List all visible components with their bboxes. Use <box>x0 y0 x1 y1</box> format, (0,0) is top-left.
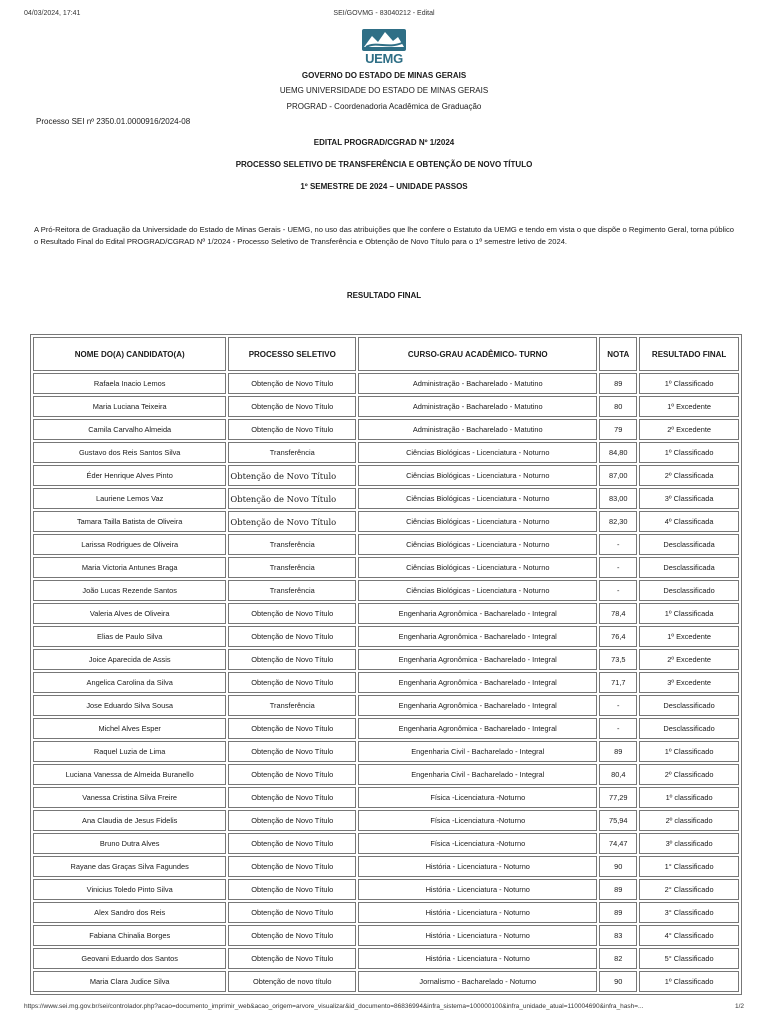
edital-subtitle: PROCESSO SELETIVO DE TRANSFERÊNCIA E OBTENÇÃO DE NOVO TÍTULO <box>235 160 533 169</box>
cell-candidate-name: Geovani Eduardo dos Santos <box>33 948 226 969</box>
cell-candidate-name: Joice Aparecida de Assis <box>33 649 226 670</box>
cell-selection-process: Obtenção de Novo Título <box>228 649 356 670</box>
cell-selection-process: Obtenção de Novo Título <box>228 833 356 854</box>
uemg-emblem-icon <box>358 27 410 53</box>
cell-course: Engenharia Agronômica - Bacharelado - Integral <box>358 626 597 647</box>
cell-grade: 89 <box>599 902 637 923</box>
cell-grade: 89 <box>599 741 637 762</box>
table-row <box>33 649 739 670</box>
print-header <box>0 10 768 22</box>
cell-candidate-name: Rafaela Inacio Lemos <box>33 373 226 394</box>
cell-course: Ciências Biológicas - Licenciatura - Noturno <box>358 534 597 555</box>
cell-selection-process: Obtenção de Novo Título <box>228 902 356 923</box>
cell-candidate-name: Valeria Alves de Oliveira <box>33 603 226 624</box>
cell-grade: 77,29 <box>599 787 637 808</box>
cell-course: Ciências Biológicas - Licenciatura - Noturno <box>358 488 597 509</box>
cell-final-result: 3º Excedente <box>639 672 739 693</box>
cell-selection-process: Transferência <box>228 695 356 716</box>
cell-selection-process: Transferência <box>228 442 356 463</box>
cell-candidate-name: Ana Claudia de Jesus Fidelis <box>33 810 226 831</box>
cell-course: Ciências Biológicas - Licenciatura - Noturno <box>358 580 597 601</box>
cell-selection-process: Transferência <box>228 557 356 578</box>
header-government: GOVERNO DO ESTADO DE MINAS GERAIS <box>301 71 467 80</box>
cell-final-result: 1º Classificada <box>639 603 739 624</box>
cell-course: Engenharia Civil - Bacharelado - Integral <box>358 741 597 762</box>
cell-selection-process: Obtenção de Novo Título <box>228 396 356 417</box>
cell-grade: 75,94 <box>599 810 637 831</box>
cell-final-result: 2º Classificada <box>639 465 739 486</box>
table-row <box>33 488 739 509</box>
cell-selection-process: Transferência <box>228 534 356 555</box>
edital-semester: 1º SEMESTRE DE 2024 – UNIDADE PASSOS <box>300 182 468 191</box>
cell-candidate-name: Éder Henrique Alves Pinto <box>33 465 226 486</box>
cell-candidate-name: Maria Luciana Teixeira <box>33 396 226 417</box>
cell-selection-process: Obtenção de Novo Título <box>228 672 356 693</box>
cell-final-result: Desclassificado <box>639 580 739 601</box>
cell-course: Engenharia Agronômica - Bacharelado - Integral <box>358 695 597 716</box>
cell-final-result: Desclassificado <box>639 695 739 716</box>
cell-course: Física -Licenciatura -Noturno <box>358 810 597 831</box>
cell-course: Ciências Biológicas - Licenciatura - Noturno <box>358 557 597 578</box>
cell-course: História - Licenciatura - Noturno <box>358 948 597 969</box>
cell-candidate-name: Alex Sandro dos Reis <box>33 902 226 923</box>
cell-selection-process: Obtenção de Novo Título <box>228 925 356 946</box>
cell-final-result: Desclassificada <box>639 557 739 578</box>
cell-final-result: 1º Classificado <box>639 971 739 992</box>
cell-course: Engenharia Agronômica - Bacharelado - Integral <box>358 672 597 693</box>
uemg-logo <box>358 27 410 65</box>
cell-final-result: 1º Classificado <box>639 373 739 394</box>
cell-candidate-name: Maria Victoria Antunes Braga <box>33 557 226 578</box>
cell-candidate-name: Lauriene Lemos Vaz <box>33 488 226 509</box>
cell-final-result: Desclassificada <box>639 534 739 555</box>
cell-grade: 90 <box>599 856 637 877</box>
print-url: https://www.sei.mg.gov.br/sei/controlador.php?acao=documento_imprimir_web&acao_origem=arvore_visualizar&id_documento=86836994&infra_sistema=100000100&infra_unidade_atual=110004690&infra_hash=... <box>24 1003 644 1010</box>
cell-selection-process: Obtenção de Novo Título <box>228 373 356 394</box>
cell-final-result: 2° Classificado <box>639 879 739 900</box>
cell-final-result: 1º Excedente <box>639 626 739 647</box>
cell-final-result: 3º classificado <box>639 833 739 854</box>
cell-grade: 84,80 <box>599 442 637 463</box>
cell-selection-process: Obtenção de Novo Título <box>228 603 356 624</box>
cell-course: Engenharia Agronômica - Bacharelado - Integral <box>358 603 597 624</box>
cell-selection-process: Obtenção de Novo Título <box>228 718 356 739</box>
table-row <box>33 971 739 992</box>
table-row <box>33 465 739 486</box>
results-table-body <box>33 373 739 992</box>
cell-grade: - <box>599 557 637 578</box>
cell-candidate-name: Larissa Rodrigues de Oliveira <box>33 534 226 555</box>
print-page-number: 1/2 <box>734 1003 744 1010</box>
cell-final-result: 1° Classificado <box>639 856 739 877</box>
table-row <box>33 672 739 693</box>
cell-course: Administração - Bacharelado - Matutino <box>358 373 597 394</box>
cell-candidate-name: Rayane das Graças Silva Fagundes <box>33 856 226 877</box>
cell-grade: 73,5 <box>599 649 637 670</box>
cell-grade: 79 <box>599 419 637 440</box>
cell-selection-process: Obtenção de Novo Título <box>228 810 356 831</box>
cell-course: Engenharia Civil - Bacharelado - Integral <box>358 764 597 785</box>
cell-selection-process: Obtenção de Novo Título <box>228 948 356 969</box>
cell-selection-process: Obtenção de Novo Título <box>228 511 356 532</box>
cell-grade: 82,30 <box>599 511 637 532</box>
cell-selection-process: Obtenção de novo título <box>228 971 356 992</box>
cell-final-result: 5° Classificado <box>639 948 739 969</box>
cell-course: Física -Licenciatura -Noturno <box>358 833 597 854</box>
cell-grade: - <box>599 534 637 555</box>
table-row <box>33 419 739 440</box>
cell-selection-process: Obtenção de Novo Título <box>228 764 356 785</box>
table-row <box>33 833 739 854</box>
cell-grade: 74,47 <box>599 833 637 854</box>
header-university: UEMG UNIVERSIDADE DO ESTADO DE MINAS GERAIS <box>279 86 489 95</box>
table-row <box>33 879 739 900</box>
cell-selection-process: Obtenção de Novo Título <box>228 879 356 900</box>
cell-final-result: Desclassificado <box>639 718 739 739</box>
table-row <box>33 626 739 647</box>
cell-selection-process: Obtenção de Novo Título <box>228 856 356 877</box>
cell-final-result: 3º Classificada <box>639 488 739 509</box>
cell-final-result: 1º Classificado <box>639 442 739 463</box>
cell-final-result: 2º Excedente <box>639 419 739 440</box>
cell-course: História - Licenciatura - Noturno <box>358 856 597 877</box>
results-table <box>30 334 742 995</box>
table-header-row <box>33 337 739 371</box>
print-doc-title: SEI/GOVMG - 83040212 - Edital <box>333 10 435 17</box>
header-course: CURSO-GRAU ACADÊMICO- TURNO <box>358 337 597 371</box>
cell-candidate-name: Bruno Dutra Alves <box>33 833 226 854</box>
cell-grade: 76,4 <box>599 626 637 647</box>
table-row <box>33 511 739 532</box>
cell-candidate-name: Gustavo dos Reis Santos Silva <box>33 442 226 463</box>
cell-selection-process: Obtenção de Novo Título <box>228 626 356 647</box>
table-row <box>33 442 739 463</box>
uemg-logo-text: UEMG <box>365 51 403 66</box>
cell-candidate-name: Camila Carvalho Almeida <box>33 419 226 440</box>
cell-candidate-name: João Lucas Rezende Santos <box>33 580 226 601</box>
table-row <box>33 557 739 578</box>
print-datetime: 04/03/2024, 17:41 <box>24 10 81 17</box>
cell-grade: - <box>599 580 637 601</box>
cell-grade: 90 <box>599 971 637 992</box>
cell-final-result: 3° Classificado <box>639 902 739 923</box>
table-row <box>33 396 739 417</box>
header-selection-process: PROCESSO SELETIVO <box>228 337 356 371</box>
intro-paragraph: A Pró-Reitora de Graduação da Universidade do Estado de Minas Gerais - UEMG, no uso das atribuições que lhe confere o Estatuto da UEMG e tendo em vista o que dispõe o Regimento Geral, torna público o Resultado Final do Edital PROGRAD/CGRAD Nº 1/2024 - Processo Seletivo de Transferência e Obtenção de Novo Título para o 1º semestre letivo de 2024. <box>34 225 734 246</box>
table-row <box>33 764 739 785</box>
cell-final-result: 1º Classificado <box>639 741 739 762</box>
cell-course: Engenharia Agronômica - Bacharelado - Integral <box>358 649 597 670</box>
cell-course: História - Licenciatura - Noturno <box>358 902 597 923</box>
cell-grade: 80 <box>599 396 637 417</box>
table-row <box>33 695 739 716</box>
cell-candidate-name: Elias de Paulo Silva <box>33 626 226 647</box>
header-candidate-name: NOME DO(A) CANDIDATO(A) <box>33 337 226 371</box>
cell-course: História - Licenciatura - Noturno <box>358 879 597 900</box>
table-row <box>33 534 739 555</box>
cell-final-result: 2º Classificado <box>639 764 739 785</box>
cell-grade: 83,00 <box>599 488 637 509</box>
cell-grade: - <box>599 695 637 716</box>
table-row <box>33 603 739 624</box>
cell-grade: 82 <box>599 948 637 969</box>
table-row <box>33 580 739 601</box>
table-row <box>33 787 739 808</box>
cell-candidate-name: Vanessa Cristina Silva Freire <box>33 787 226 808</box>
process-number: Processo SEI nº 2350.01.0000916/2024-08 <box>36 117 191 126</box>
cell-final-result: 1º classificado <box>639 787 739 808</box>
cell-course: Engenharia Agronômica - Bacharelado - Integral <box>358 718 597 739</box>
cell-course: Administração - Bacharelado - Matutino <box>358 419 597 440</box>
cell-candidate-name: Vinicius Toledo Pinto Silva <box>33 879 226 900</box>
cell-grade: 87,00 <box>599 465 637 486</box>
header-grade: NOTA <box>599 337 637 371</box>
header-final-result: RESULTADO FINAL <box>639 337 739 371</box>
cell-selection-process: Transferência <box>228 580 356 601</box>
cell-course: Ciências Biológicas - Licenciatura - Noturno <box>358 442 597 463</box>
cell-final-result: 1º Excedente <box>639 396 739 417</box>
edital-title: EDITAL PROGRAD/CGRAD Nº 1/2024 <box>313 138 455 147</box>
cell-grade: 80,4 <box>599 764 637 785</box>
cell-course: História - Licenciatura - Noturno <box>358 925 597 946</box>
cell-grade: 78,4 <box>599 603 637 624</box>
cell-selection-process: Obtenção de Novo Título <box>228 787 356 808</box>
cell-candidate-name: Luciana Vanessa de Almeida Buranello <box>33 764 226 785</box>
cell-grade: 89 <box>599 879 637 900</box>
cell-candidate-name: Michel Alves Esper <box>33 718 226 739</box>
print-footer <box>0 1003 768 1015</box>
table-row <box>33 948 739 969</box>
cell-candidate-name: Raquel Luzia de Lima <box>33 741 226 762</box>
cell-candidate-name: Jose Eduardo Silva Sousa <box>33 695 226 716</box>
cell-selection-process: Obtenção de Novo Título <box>228 741 356 762</box>
table-row <box>33 925 739 946</box>
cell-course: Ciências Biológicas - Licenciatura - Noturno <box>358 465 597 486</box>
cell-grade: 89 <box>599 373 637 394</box>
table-row <box>33 373 739 394</box>
cell-course: Ciências Biológicas - Licenciatura - Noturno <box>358 511 597 532</box>
cell-final-result: 4° Classificado <box>639 925 739 946</box>
header-department: PROGRAD - Coordenadoria Acadêmica de Graduação <box>286 102 482 111</box>
table-row <box>33 741 739 762</box>
cell-grade: 83 <box>599 925 637 946</box>
cell-candidate-name: Tamara Tailla Batista de Oliveira <box>33 511 226 532</box>
cell-candidate-name: Maria Clara Judice Silva <box>33 971 226 992</box>
cell-course: Administração - Bacharelado - Matutino <box>358 396 597 417</box>
cell-final-result: 2º Excedente <box>639 649 739 670</box>
cell-selection-process: Obtenção de Novo Título <box>228 419 356 440</box>
cell-grade: - <box>599 718 637 739</box>
table-row <box>33 810 739 831</box>
cell-course: Física -Licenciatura -Noturno <box>358 787 597 808</box>
cell-candidate-name: Angelica Carolina da Silva <box>33 672 226 693</box>
results-title: RESULTADO FINAL <box>346 291 422 300</box>
table-row <box>33 856 739 877</box>
table-row <box>33 718 739 739</box>
cell-candidate-name: Fabiana Chinalia Borges <box>33 925 226 946</box>
cell-grade: 71,7 <box>599 672 637 693</box>
cell-final-result: 2º classificado <box>639 810 739 831</box>
cell-course: Jornalismo - Bacharelado - Noturno <box>358 971 597 992</box>
table-row <box>33 902 739 923</box>
cell-selection-process: Obtenção de Novo Título <box>228 465 356 486</box>
cell-selection-process: Obtenção de Novo Título <box>228 488 356 509</box>
cell-final-result: 4º Classificada <box>639 511 739 532</box>
